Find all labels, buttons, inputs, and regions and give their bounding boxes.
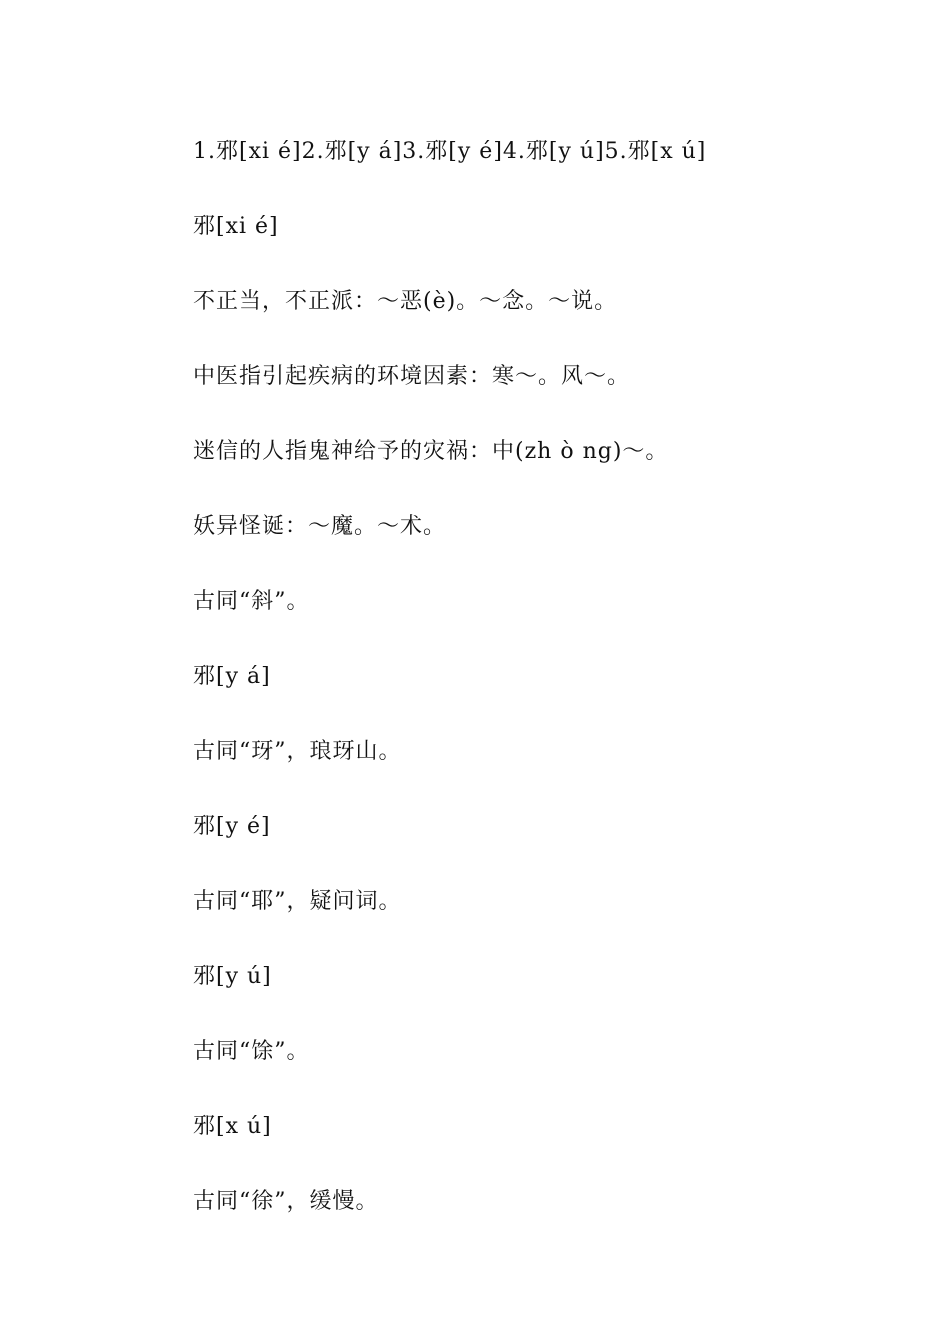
definition-line: 古同“耶”，疑问词。 — [193, 889, 402, 914]
definition-line: 不正当，不正派：～恶(è)。～念。～说。 — [193, 289, 618, 314]
definition-line: 古同“斜”。 — [193, 589, 310, 614]
heading-ye: 邪[y é] — [193, 814, 271, 839]
heading-yu: 邪[y ú] — [193, 964, 272, 989]
heading-ya: 邪[y á] — [193, 664, 271, 689]
heading-xu: 邪[x ú] — [193, 1114, 272, 1139]
definition-line: 迷信的人指鬼神给予的灾祸：中(zh ò ng)～。 — [193, 439, 669, 464]
document-body — [193, 132, 893, 1257]
definition-line: 妖异怪诞：～魔。～术。 — [193, 514, 447, 539]
definition-line: 古同“徐”，缓慢。 — [193, 1189, 379, 1214]
pronunciation-summary: 1.邪[xi é]2.邪[y á]3.邪[y é]4.邪[y ú]5.邪[x ú] — [193, 139, 707, 164]
heading-xie: 邪[xi é] — [193, 214, 279, 239]
definition-line: 古同“玡”，琅玡山。 — [193, 739, 402, 764]
definition-line: 古同“馀”。 — [193, 1039, 310, 1064]
definition-line: 中医指引起疾病的环境因素：寒～。风～。 — [193, 364, 631, 389]
